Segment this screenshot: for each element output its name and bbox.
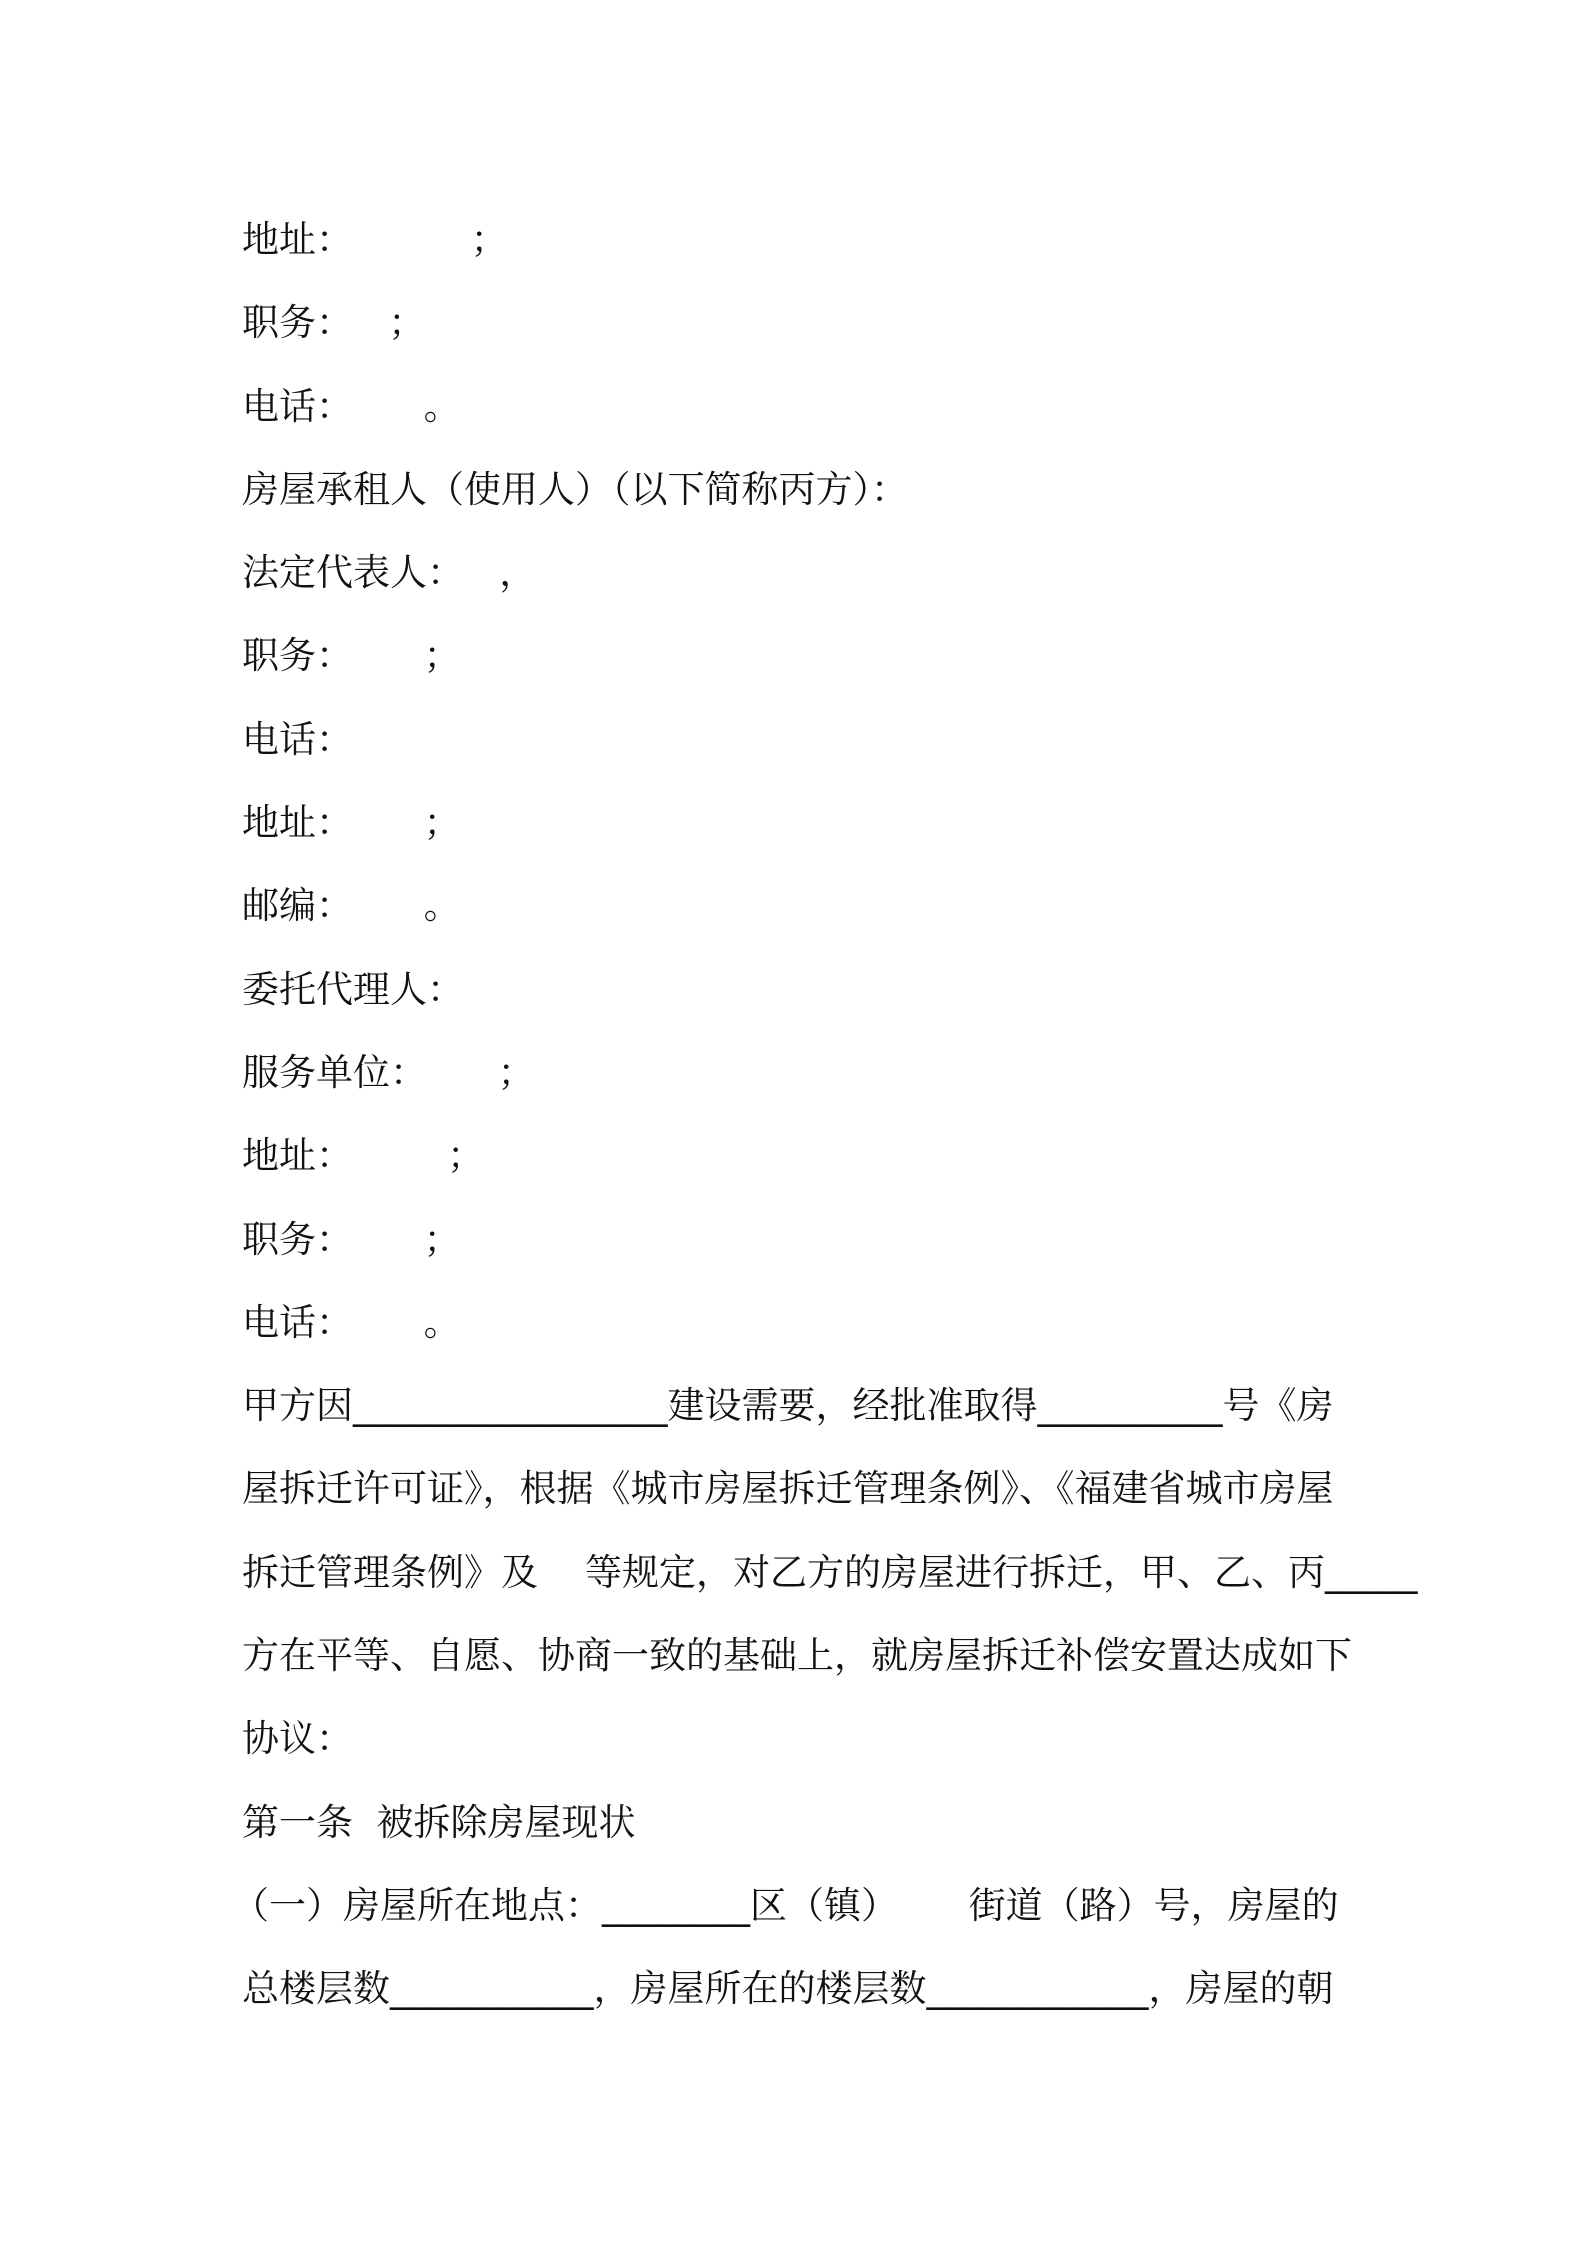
article-title: 第一条 被拆除房屋现状 [242,1800,636,1844]
field-blank [353,301,388,344]
field-label: 法定代表人： [242,551,464,595]
field-punct: ； [423,634,461,678]
field-position-1 [242,281,1352,364]
field-blank [353,801,424,844]
field-punct: ， [499,551,537,595]
field-label: 电话： [242,717,353,761]
clause-line: （一）房屋所在地点：________区（镇） 街道（路）号，房屋的 [232,1883,1339,1927]
clause-line: 总楼层数___________，房屋所在的楼层数____________，房屋的朝 [242,1967,1334,2011]
paragraph-line: 方在平等、自愿、协商一致的基础上，就房屋拆迁补偿安置达成如下 [242,1634,1352,1678]
field-label: 委托代理人： [242,967,464,1011]
field-phone-2 [242,698,1352,781]
paragraph-line: 甲方因_________________建设需要，经批准取得__________号《房 [242,1384,1334,1428]
field-position-2 [242,614,1352,697]
field-address-2 [242,781,1352,864]
field-phone-1 [242,365,1352,448]
field-label: 地址： [242,218,353,261]
field-punct: 。 [423,1300,461,1344]
field-label: 地址： [242,1134,353,1178]
field-label: 职务： [242,1217,353,1261]
paragraph-line: 屋拆迁许可证》，根据《城市房屋拆迁管理条例》、《福建省城市房屋 [242,1467,1334,1511]
paragraph-line: 协议： [242,1717,353,1761]
field-label: 电话： [242,1300,353,1344]
field-blank [353,218,471,261]
field-agent [242,948,1352,1031]
field-punct: ； [447,1134,485,1178]
field-punct: 。 [423,384,461,428]
field-label: 邮编： [242,884,353,928]
field-address-1 [242,198,1352,281]
field-blank [464,551,499,594]
field-label: 房屋承租人（使用人）（以下简称丙方）： [242,467,908,511]
field-label: 职务： [242,301,353,345]
field-punct: ； [423,1217,461,1261]
field-label: 服务单位： [242,1050,427,1094]
field-blank [353,884,424,927]
field-blank [353,634,424,677]
field-label: 职务： [242,634,353,678]
field-label: 地址： [242,801,353,845]
contract-body [232,198,1418,2031]
paragraph-line: 拆迁管理条例》及 等规定，对乙方的房屋进行拆迁，甲、乙、丙_____ [242,1550,1418,1594]
field-position-3 [242,1198,1352,1281]
field-employer [242,1031,1352,1114]
clause-one [232,1864,1352,2031]
party-c-heading [242,448,1352,531]
field-blank [353,1218,424,1261]
field-punct: 。 [423,884,461,928]
field-postcode [242,864,1352,947]
field-phone-3 [242,1281,1352,1364]
field-legal-rep [242,531,1352,614]
field-blank [427,1051,498,1094]
field-punct: ； [388,301,426,345]
field-address-3 [242,1114,1352,1197]
preamble-paragraph [242,1364,1418,1780]
field-blank [353,1134,447,1177]
field-blank [353,385,424,428]
field-punct: ； [497,1050,535,1094]
field-punct: ； [423,801,461,845]
field-punct: ； [470,218,508,261]
field-label: 电话： [242,384,353,428]
field-blank [353,1301,424,1344]
